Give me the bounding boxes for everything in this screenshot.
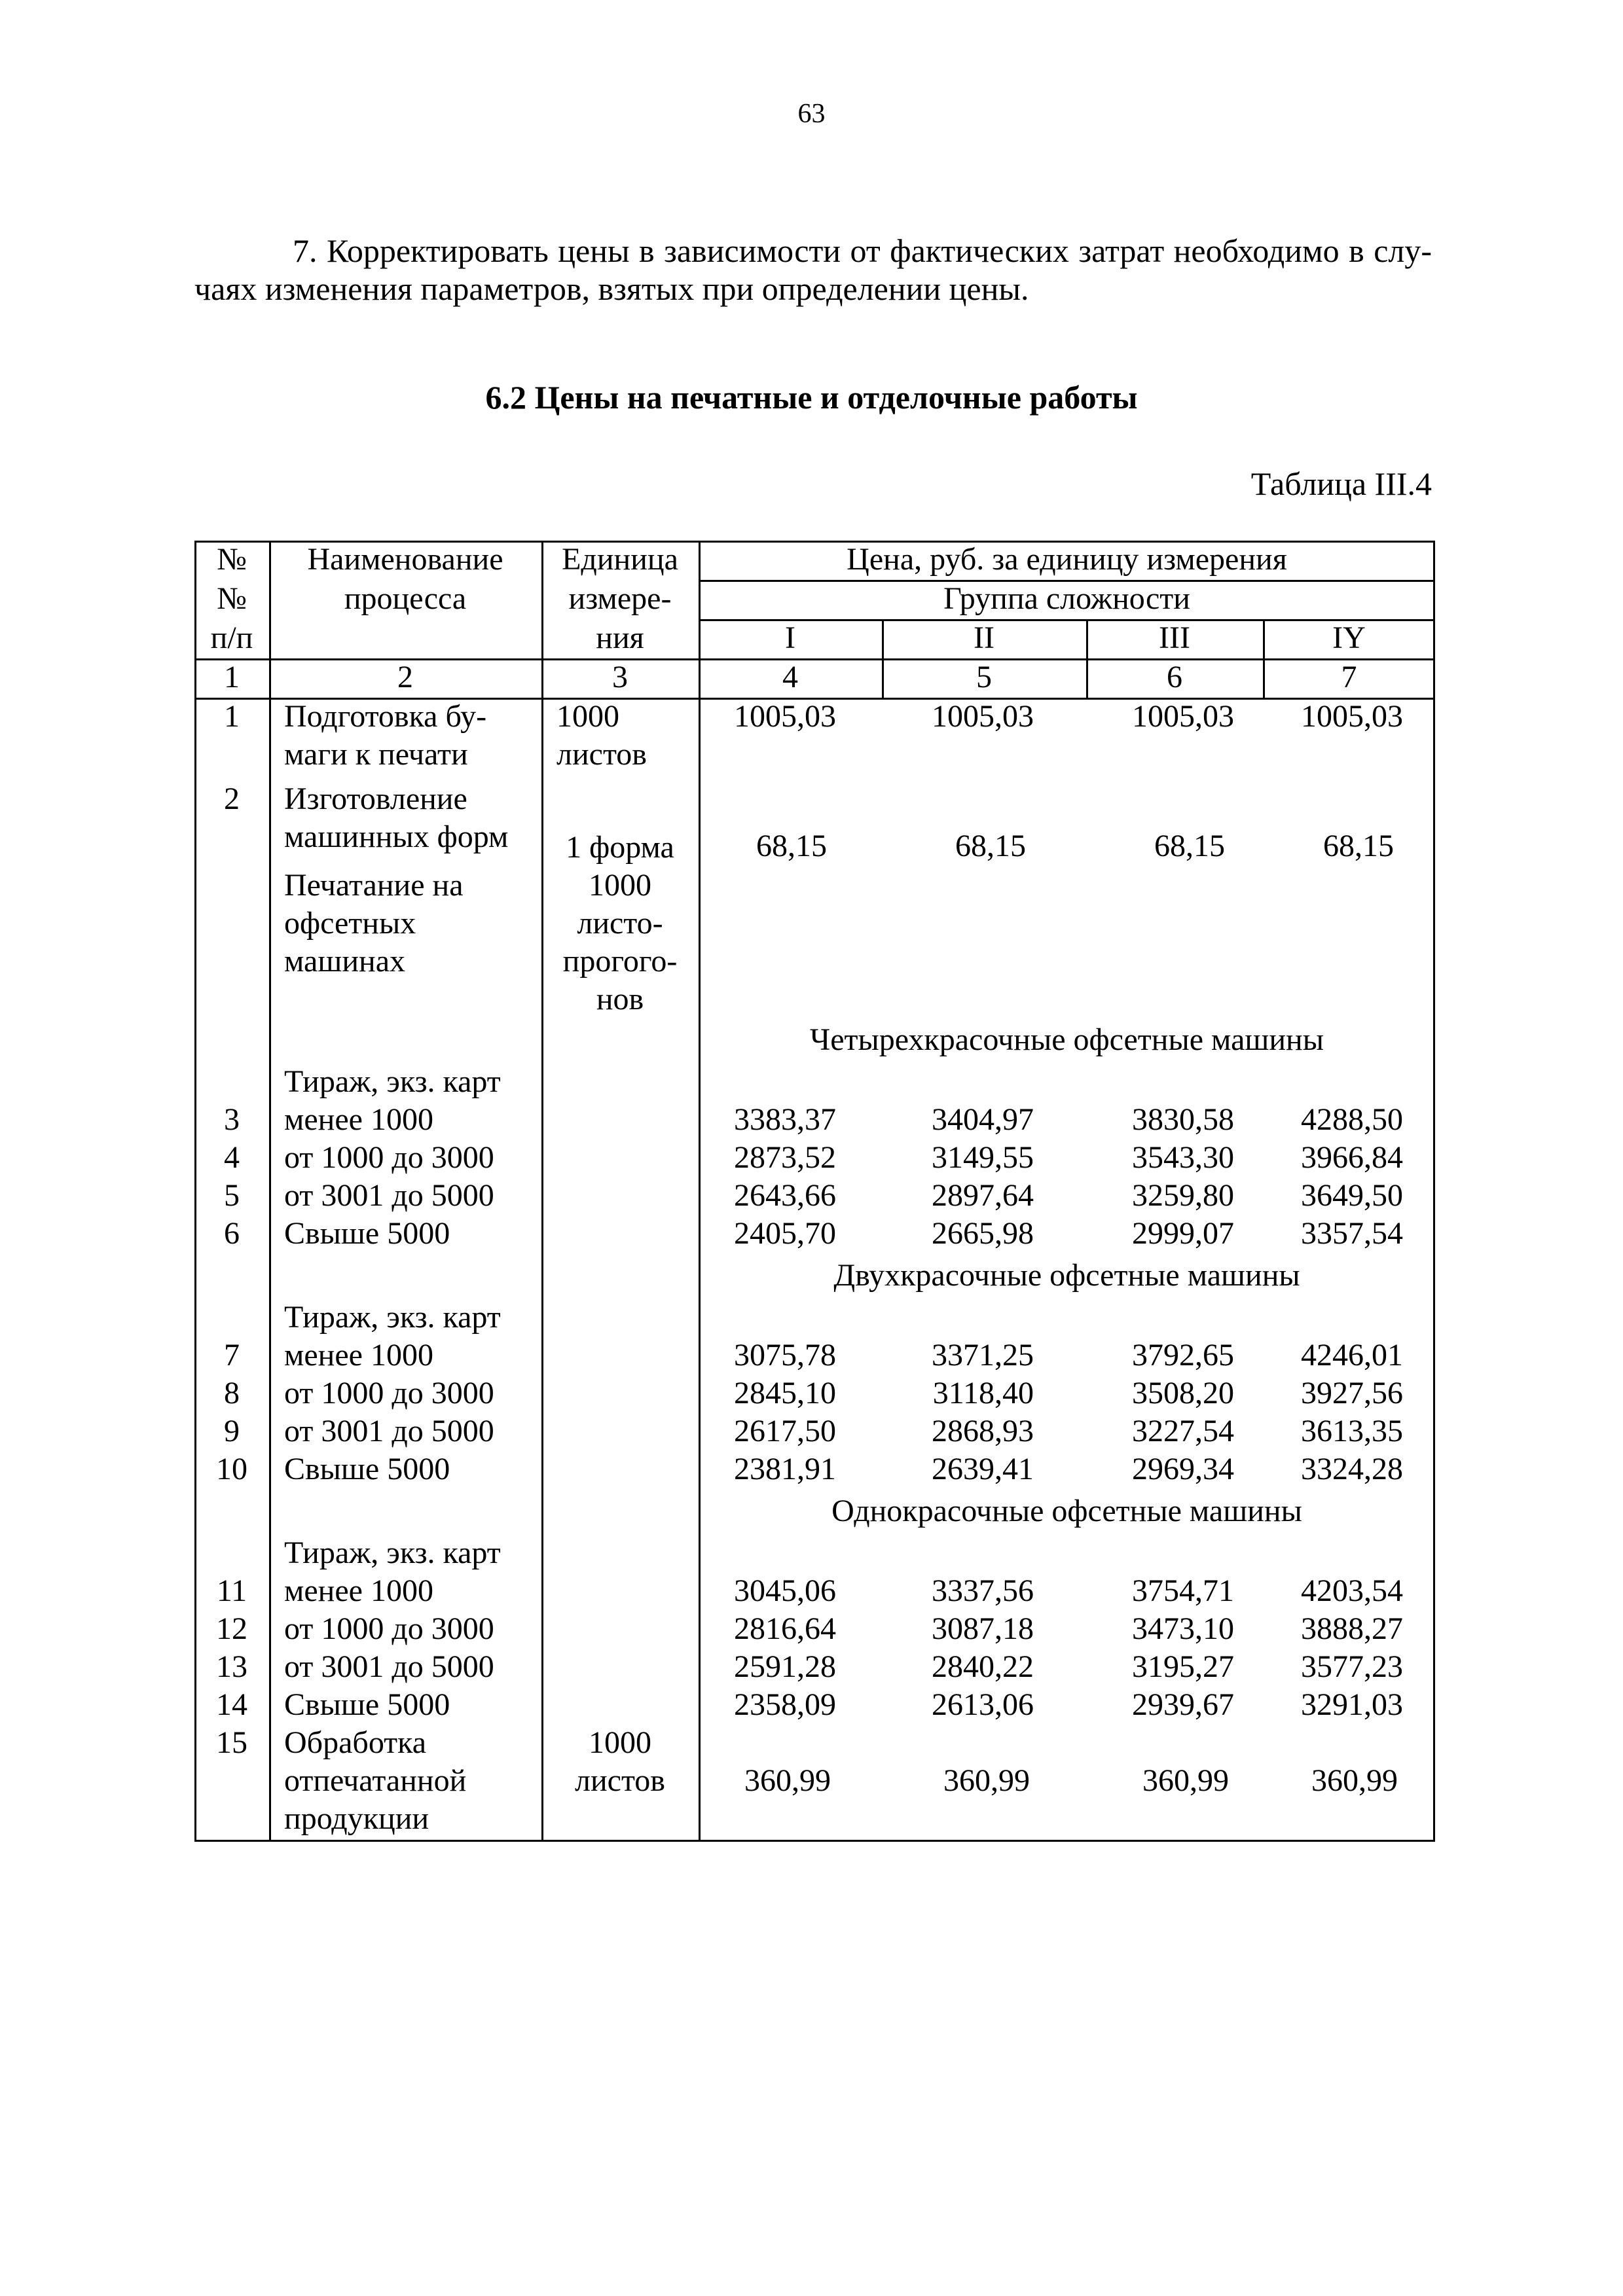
header-group-4: IY [1332, 620, 1366, 655]
row-14-num: 14 [216, 1687, 247, 1722]
row-4-name: от 1000 до 3000 [284, 1140, 494, 1175]
row-15-value-3: 360,99 [1142, 1763, 1229, 1798]
row-3-value-4: 4288,50 [1301, 1102, 1403, 1137]
col-number-6: 6 [1167, 660, 1182, 694]
block-1-tirazh-label: Тираж, экз. карт [284, 1064, 501, 1099]
printing-name-1: Печатание на [284, 868, 464, 903]
header-num-1: № [217, 542, 247, 577]
row-14-name: Свыше 5000 [284, 1687, 450, 1722]
row-9-num: 9 [224, 1414, 240, 1448]
col-number-4: 4 [782, 660, 798, 694]
col-rule-2 [541, 541, 543, 1842]
row-10-value-3: 2969,34 [1132, 1452, 1234, 1486]
row-14-value-1: 2358,09 [734, 1687, 836, 1722]
row-8-value-4: 3927,56 [1301, 1376, 1403, 1410]
col-number-7: 7 [1341, 660, 1357, 694]
row-10-value-4: 3324,28 [1301, 1452, 1403, 1486]
printing-unit-1: 1000 [589, 868, 651, 903]
row-10-value-2: 2639,41 [932, 1452, 1034, 1486]
row-7-value-3: 3792,65 [1132, 1338, 1234, 1372]
row-9-value-3: 3227,54 [1132, 1414, 1234, 1448]
header-group-3: III [1159, 620, 1190, 655]
row-5-value-1: 2643,66 [734, 1178, 836, 1213]
header-group-1: I [785, 620, 795, 655]
row-5-value-3: 3259,80 [1132, 1178, 1234, 1213]
row-13-value-1: 2591,28 [734, 1649, 836, 1684]
col-number-3: 3 [612, 660, 628, 694]
row-2-num: 2 [224, 781, 240, 816]
row-1-value-3: 1005,03 [1132, 699, 1234, 734]
row-2-unit: 1 форма [566, 830, 674, 865]
row-10-name: Свыше 5000 [284, 1452, 450, 1486]
row-8-value-2: 3118,40 [932, 1376, 1034, 1410]
block-1-title: Четырехкрасочные офсетные машины [810, 1022, 1324, 1057]
row-6-value-3: 2999,07 [1132, 1216, 1234, 1251]
header-num-2: № [217, 581, 247, 616]
row-13-value-4: 3577,23 [1301, 1649, 1403, 1684]
block-2-tirazh-label: Тираж, экз. карт [284, 1300, 501, 1335]
block-3-title: Однокрасочные офсетные машины [831, 1494, 1302, 1528]
header-group-2: II [974, 620, 994, 655]
row-5-name: от 3001 до 5000 [284, 1178, 494, 1213]
row-11-value-1: 3045,06 [734, 1573, 836, 1608]
row-10-num: 10 [216, 1452, 247, 1486]
block-3-tirazh-label: Тираж, экз. карт [284, 1535, 501, 1570]
row-7-value-4: 4246,01 [1301, 1338, 1403, 1372]
row-9-value-4: 3613,35 [1301, 1414, 1403, 1448]
row-1-num: 1 [224, 699, 240, 734]
printing-unit-2: листо- [577, 906, 663, 941]
row-2-value-4: 68,15 [1323, 829, 1394, 863]
row-5-value-2: 2897,64 [932, 1178, 1034, 1213]
row-12-value-2: 3087,18 [932, 1611, 1034, 1646]
row-9-value-1: 2617,50 [734, 1414, 836, 1448]
row-1-name-1: Подготовка бу- [284, 699, 487, 734]
table-caption: Таблица III.4 [1250, 465, 1432, 502]
block-2-title: Двухкрасочные офсетные машины [833, 1258, 1300, 1293]
printing-unit-4: нов [596, 982, 644, 1016]
row-12-name: от 1000 до 3000 [284, 1611, 494, 1646]
row-1-unit-2: листов [556, 737, 647, 772]
header-name-1: Наименование [307, 542, 503, 577]
header-group: Группа сложности [943, 581, 1190, 616]
row-6-name: Свыше 5000 [284, 1216, 450, 1251]
row-1-value-1: 1005,03 [734, 699, 836, 734]
row-13-value-3: 3195,27 [1132, 1649, 1234, 1684]
row-8-num: 8 [224, 1376, 240, 1410]
row-15-value-2: 360,99 [943, 1763, 1030, 1798]
row-11-value-4: 4203,54 [1301, 1573, 1403, 1608]
row-5-value-4: 3649,50 [1301, 1178, 1403, 1213]
row-2-value-1: 68,15 [756, 829, 827, 863]
row-1-value-4: 1005,03 [1301, 699, 1403, 734]
row-15-name-1: Обработка [284, 1725, 427, 1760]
row-10-value-1: 2381,91 [734, 1452, 836, 1486]
row-12-value-4: 3888,27 [1301, 1611, 1403, 1646]
row-11-value-3: 3754,71 [1132, 1573, 1234, 1608]
row-7-num: 7 [224, 1338, 240, 1372]
header-unit-3: ния [596, 620, 644, 655]
row-3-num: 3 [224, 1102, 240, 1137]
header-name-2: процесса [344, 581, 467, 616]
row-2-name-1: Изготовление [284, 781, 467, 816]
printing-unit-3: прогого- [562, 944, 678, 978]
printing-name-2: офсетных [284, 906, 416, 941]
header-unit-2: измере- [568, 581, 672, 616]
row-15-value-1: 360,99 [744, 1763, 831, 1798]
paragraph-line-1: 7. Корректировать цены в зависимости от фактических затрат необходимо в слу- [293, 232, 1432, 269]
section-title: 6.2 Цены на печатные и отделочные работы [485, 379, 1138, 416]
row-1-unit-1: 1000 [556, 699, 619, 734]
header-num-3: п/п [210, 620, 253, 655]
row-11-name: менее 1000 [284, 1573, 433, 1608]
col-number-2: 2 [397, 660, 413, 694]
price-table [194, 541, 1435, 1842]
row-14-value-3: 2939,67 [1132, 1687, 1234, 1722]
row-12-num: 12 [216, 1611, 247, 1646]
row-3-value-2: 3404,97 [932, 1102, 1034, 1137]
row-7-value-2: 3371,25 [932, 1338, 1034, 1372]
row-2-name-2: машинных форм [284, 819, 509, 854]
row-1-name-2: маги к печати [284, 737, 468, 772]
row-14-value-4: 3291,03 [1301, 1687, 1403, 1722]
row-13-name: от 3001 до 5000 [284, 1649, 494, 1684]
row-3-name: менее 1000 [284, 1102, 433, 1137]
row-7-name: менее 1000 [284, 1338, 433, 1372]
page-number: 63 [797, 99, 826, 129]
row-5-num: 5 [224, 1178, 240, 1213]
row-3-value-3: 3830,58 [1132, 1102, 1234, 1137]
row-4-value-3: 3543,30 [1132, 1140, 1234, 1175]
row-15-unit-2: листов [575, 1763, 665, 1798]
header-unit-1: Единица [562, 542, 678, 577]
row-4-num: 4 [224, 1140, 240, 1175]
col-number-5: 5 [976, 660, 992, 694]
col-rule-1 [269, 541, 271, 1842]
header-price: Цена, руб. за единицу измерения [847, 542, 1287, 577]
row-8-value-3: 3508,20 [1132, 1376, 1234, 1410]
row-4-value-4: 3966,84 [1301, 1140, 1403, 1175]
row-6-value-2: 2665,98 [932, 1216, 1034, 1251]
intro-paragraph [194, 232, 1432, 308]
row-7-value-1: 3075,78 [734, 1338, 836, 1372]
row-13-num: 13 [216, 1649, 247, 1684]
row-12-value-3: 3473,10 [1132, 1611, 1234, 1646]
row-6-value-1: 2405,70 [734, 1216, 836, 1251]
row-15-value-4: 360,99 [1311, 1763, 1398, 1798]
row-6-value-4: 3357,54 [1301, 1216, 1403, 1251]
row-6-num: 6 [224, 1216, 240, 1251]
row-3-value-1: 3383,37 [734, 1102, 836, 1137]
row-9-value-2: 2868,93 [932, 1414, 1034, 1448]
row-8-name: от 1000 до 3000 [284, 1376, 494, 1410]
row-12-value-1: 2816,64 [734, 1611, 836, 1646]
row-2-value-3: 68,15 [1154, 829, 1225, 863]
row-11-num: 11 [216, 1573, 247, 1608]
row-4-value-2: 3149,55 [932, 1140, 1034, 1175]
row-15-unit-1: 1000 [589, 1725, 651, 1760]
row-9-name: от 3001 до 5000 [284, 1414, 494, 1448]
paragraph-line-2: чаях изменения параметров, взятых при определении цены. [194, 270, 1029, 307]
row-2-value-2: 68,15 [955, 829, 1026, 863]
row-11-value-2: 3337,56 [932, 1573, 1034, 1608]
row-14-value-2: 2613,06 [932, 1687, 1034, 1722]
row-8-value-1: 2845,10 [734, 1376, 836, 1410]
row-13-value-2: 2840,22 [932, 1649, 1034, 1684]
table-border-right [1433, 541, 1435, 1842]
col-number-1: 1 [224, 660, 240, 694]
row-1-value-2: 1005,03 [932, 699, 1034, 734]
row-15-name-2: отпечатанной [284, 1763, 467, 1798]
row-15-num: 15 [216, 1725, 247, 1760]
printing-name-3: машинах [284, 944, 405, 978]
row-4-value-1: 2873,52 [734, 1140, 836, 1175]
row-15-name-3: продукции [284, 1801, 429, 1836]
table-border-bottom [194, 1840, 1435, 1842]
